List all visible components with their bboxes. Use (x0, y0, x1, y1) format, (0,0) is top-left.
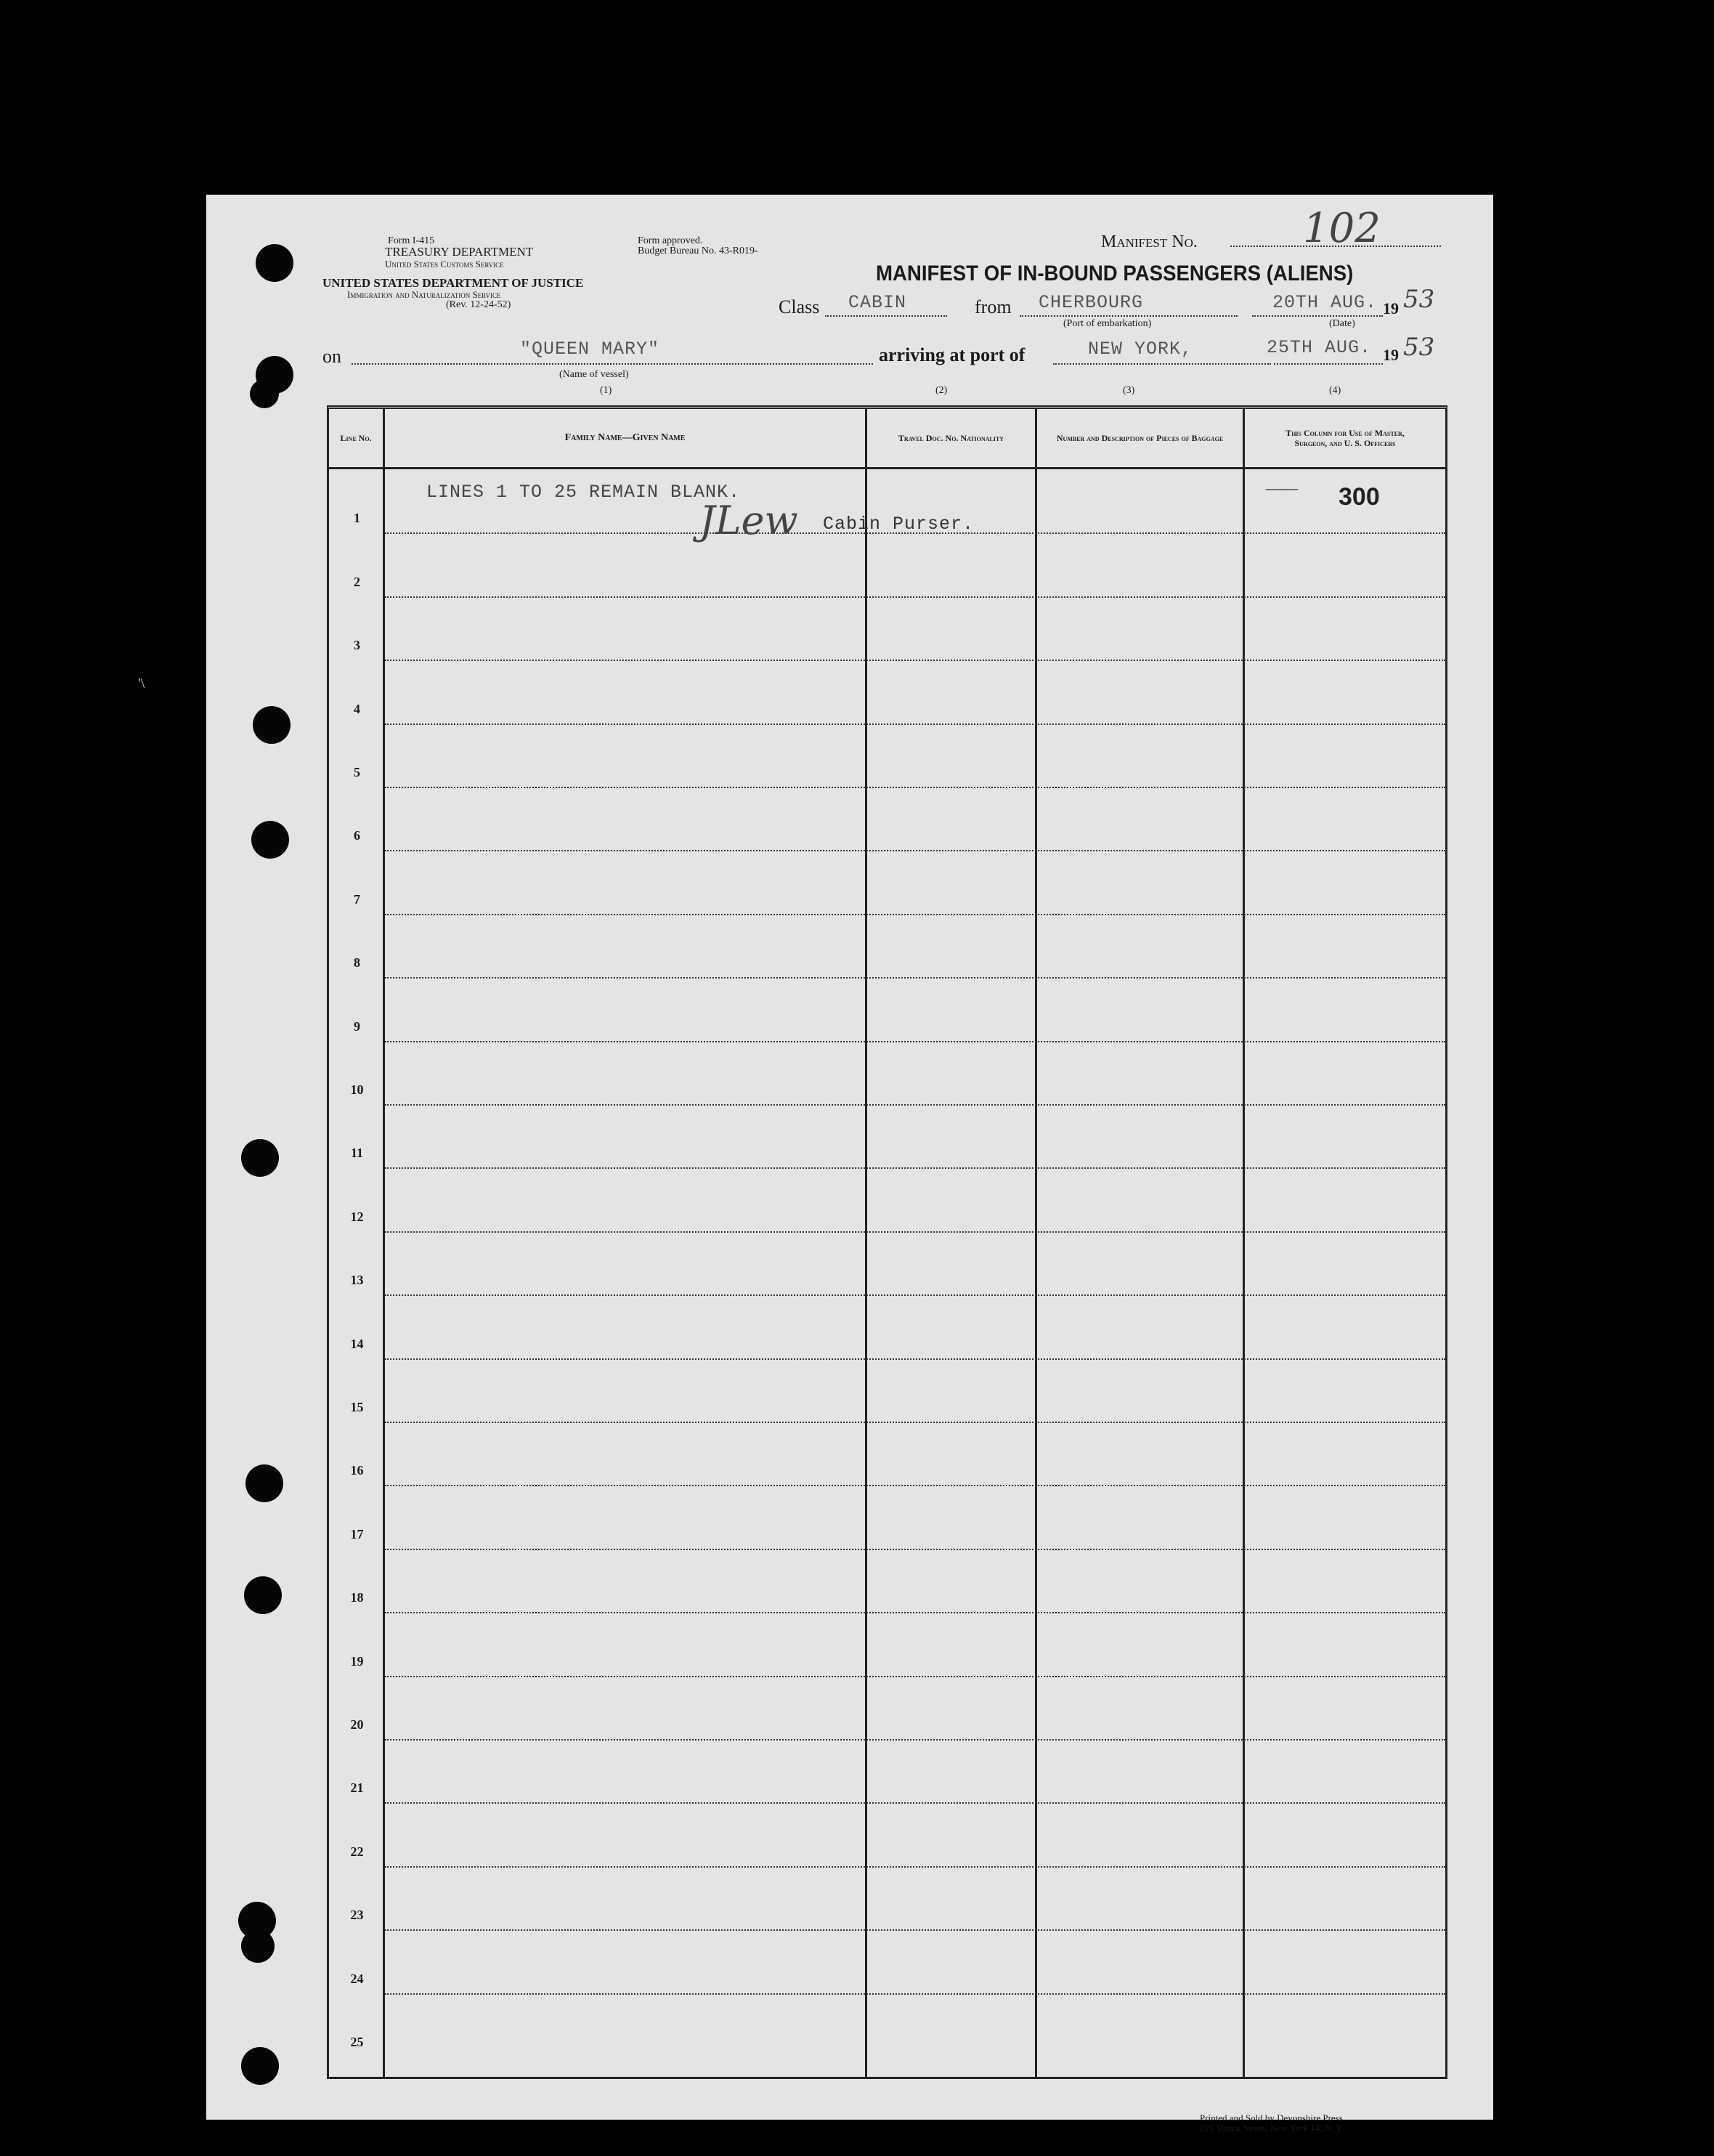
table-row (385, 787, 1445, 788)
binder-hole (241, 2047, 279, 2085)
col-num-1: (1) (600, 385, 612, 396)
line-number: 14 (350, 1336, 364, 1351)
table-row (385, 914, 1445, 915)
table-row (385, 1612, 1445, 1613)
binder-hole (245, 1464, 283, 1502)
header-name: Family Name—Given Name (564, 432, 686, 443)
stamp-number: 300 (1339, 483, 1380, 511)
binder-hole (244, 1576, 282, 1614)
col-num-3: (3) (1123, 385, 1135, 396)
line-number: 16 (350, 1463, 364, 1478)
table-row (385, 660, 1445, 661)
customs-service: United States Customs Service (385, 259, 504, 270)
blank-lines-note: LINES 1 TO 25 REMAIN BLANK. (426, 482, 741, 503)
line-number: 6 (354, 828, 360, 843)
port-field (1053, 363, 1271, 365)
line-number: 24 (350, 1971, 364, 1986)
header-travel-doc: Travel Doc. No. Nationality (898, 433, 1004, 443)
table-row (385, 1422, 1445, 1423)
line-number: 9 (354, 1018, 360, 1034)
table-row (385, 1041, 1445, 1042)
revision-date: (Rev. 12-24-52) (446, 299, 511, 310)
table-row (385, 1104, 1445, 1106)
purser-title: Cabin Purser. (823, 514, 975, 535)
line-number: 22 (350, 1844, 364, 1859)
purser-signature: JLew (699, 498, 798, 543)
on-label: on (322, 346, 341, 367)
binder-hole (241, 1929, 275, 1963)
year2-value: 53 (1403, 333, 1435, 362)
vessel-field (352, 363, 873, 365)
manifest-no-label: Manifest No. (1101, 232, 1198, 251)
line-number: 20 (350, 1717, 364, 1732)
header-rule (329, 467, 1445, 469)
header-baggage: Number and Description of Pieces of Baggage (1056, 433, 1224, 443)
table-row (385, 1866, 1445, 1868)
table-row (385, 977, 1445, 978)
table-row (385, 1676, 1445, 1677)
line-number: 19 (350, 1653, 364, 1669)
col-num-2: (2) (935, 385, 948, 396)
line-number: 11 (350, 1146, 363, 1161)
manifest-page (206, 195, 1493, 2133)
line-number: 25 (350, 2035, 364, 2049)
binder-hole (241, 1139, 279, 1177)
line-number: 3 (354, 638, 360, 653)
date-caption: (Date) (1329, 318, 1355, 329)
line-number: 4 (354, 701, 360, 716)
binder-hole (256, 244, 293, 282)
treasury-department: TREASURY DEPARTMENT (385, 245, 534, 259)
table-row (385, 596, 1445, 598)
table-row (385, 1358, 1445, 1360)
manifest-no-value: 102 (1303, 205, 1381, 252)
date1-value: 20TH AUG. (1272, 292, 1378, 313)
table-row (385, 1167, 1445, 1169)
line-number: 7 (354, 891, 360, 907)
from-label: from (975, 296, 1012, 317)
binder-hole (251, 821, 289, 859)
arriving-label: arriving at port of (879, 344, 1025, 365)
table-row (385, 1294, 1445, 1296)
table-row (385, 1993, 1445, 1995)
manifest-title: MANIFEST OF IN-BOUND PASSENGERS (ALIENS) (876, 262, 1354, 285)
line-number: 17 (350, 1526, 364, 1541)
line-number: 2 (354, 574, 360, 589)
line-number: 5 (354, 765, 360, 779)
date1-field (1252, 315, 1383, 317)
table-row (385, 1929, 1445, 1931)
date2-value: 25TH AUG. (1267, 337, 1372, 358)
ins-label: Immigration and Naturalization Service (347, 289, 501, 300)
header-line-no: Line No. (340, 433, 372, 443)
binder-hole (253, 706, 291, 744)
vessel-caption: (Name of vessel) (559, 369, 629, 380)
table-row (385, 850, 1445, 851)
line-number: 1 (354, 511, 360, 526)
line-number: 18 (350, 1590, 364, 1605)
stamp-dash: —— (1266, 479, 1298, 497)
class-value: CABIN (848, 292, 907, 313)
port-value: NEW YORK, (1088, 339, 1193, 360)
col-num-4: (4) (1329, 385, 1341, 396)
line-number: 21 (350, 1780, 364, 1796)
vessel-value: "QUEEN MARY" (520, 339, 660, 360)
department-of-justice: UNITED STATES DEPARTMENT OF JUSTICE (322, 276, 584, 290)
from-field (1020, 315, 1238, 317)
table-row (385, 1549, 1445, 1550)
printer-line-2: 225 Varick Street, New York 14, N. Y. (1200, 2123, 1344, 2133)
class-field (825, 315, 947, 317)
printer-line-1: Printed and Sold by Devonshire Press (1200, 2112, 1343, 2123)
year2-prefix: 19 (1383, 346, 1399, 364)
passenger-table (327, 405, 1447, 2079)
line-number: 13 (350, 1273, 364, 1288)
line-number: 12 (350, 1209, 364, 1224)
line-number: 23 (350, 1908, 364, 1923)
binder-hole (250, 379, 279, 408)
class-label: Class (779, 296, 820, 317)
line-number: 10 (350, 1082, 364, 1097)
from-caption: (Port of embarkation) (1063, 318, 1152, 329)
budget-bureau: Budget Bureau No. 43-R019- (638, 246, 758, 256)
table-row (385, 1739, 1445, 1740)
year1-prefix: 19 (1383, 299, 1399, 317)
from-value: CHERBOURG (1039, 292, 1144, 313)
year1-value: 53 (1403, 285, 1435, 314)
table-row (385, 1231, 1445, 1233)
scan-mark: '\ (138, 676, 145, 692)
table-row (385, 1802, 1445, 1804)
line-number: 8 (354, 955, 360, 970)
header-officers: This Column for Use of Master, Surgeon, and U. S. Officers (1286, 428, 1405, 448)
table-row (385, 724, 1445, 725)
form-approved: Form approved. (638, 235, 703, 246)
table-row (385, 1485, 1445, 1486)
line-number: 15 (350, 1400, 364, 1414)
date2-field (1274, 363, 1383, 365)
form-number: Form I-415 (388, 235, 435, 246)
